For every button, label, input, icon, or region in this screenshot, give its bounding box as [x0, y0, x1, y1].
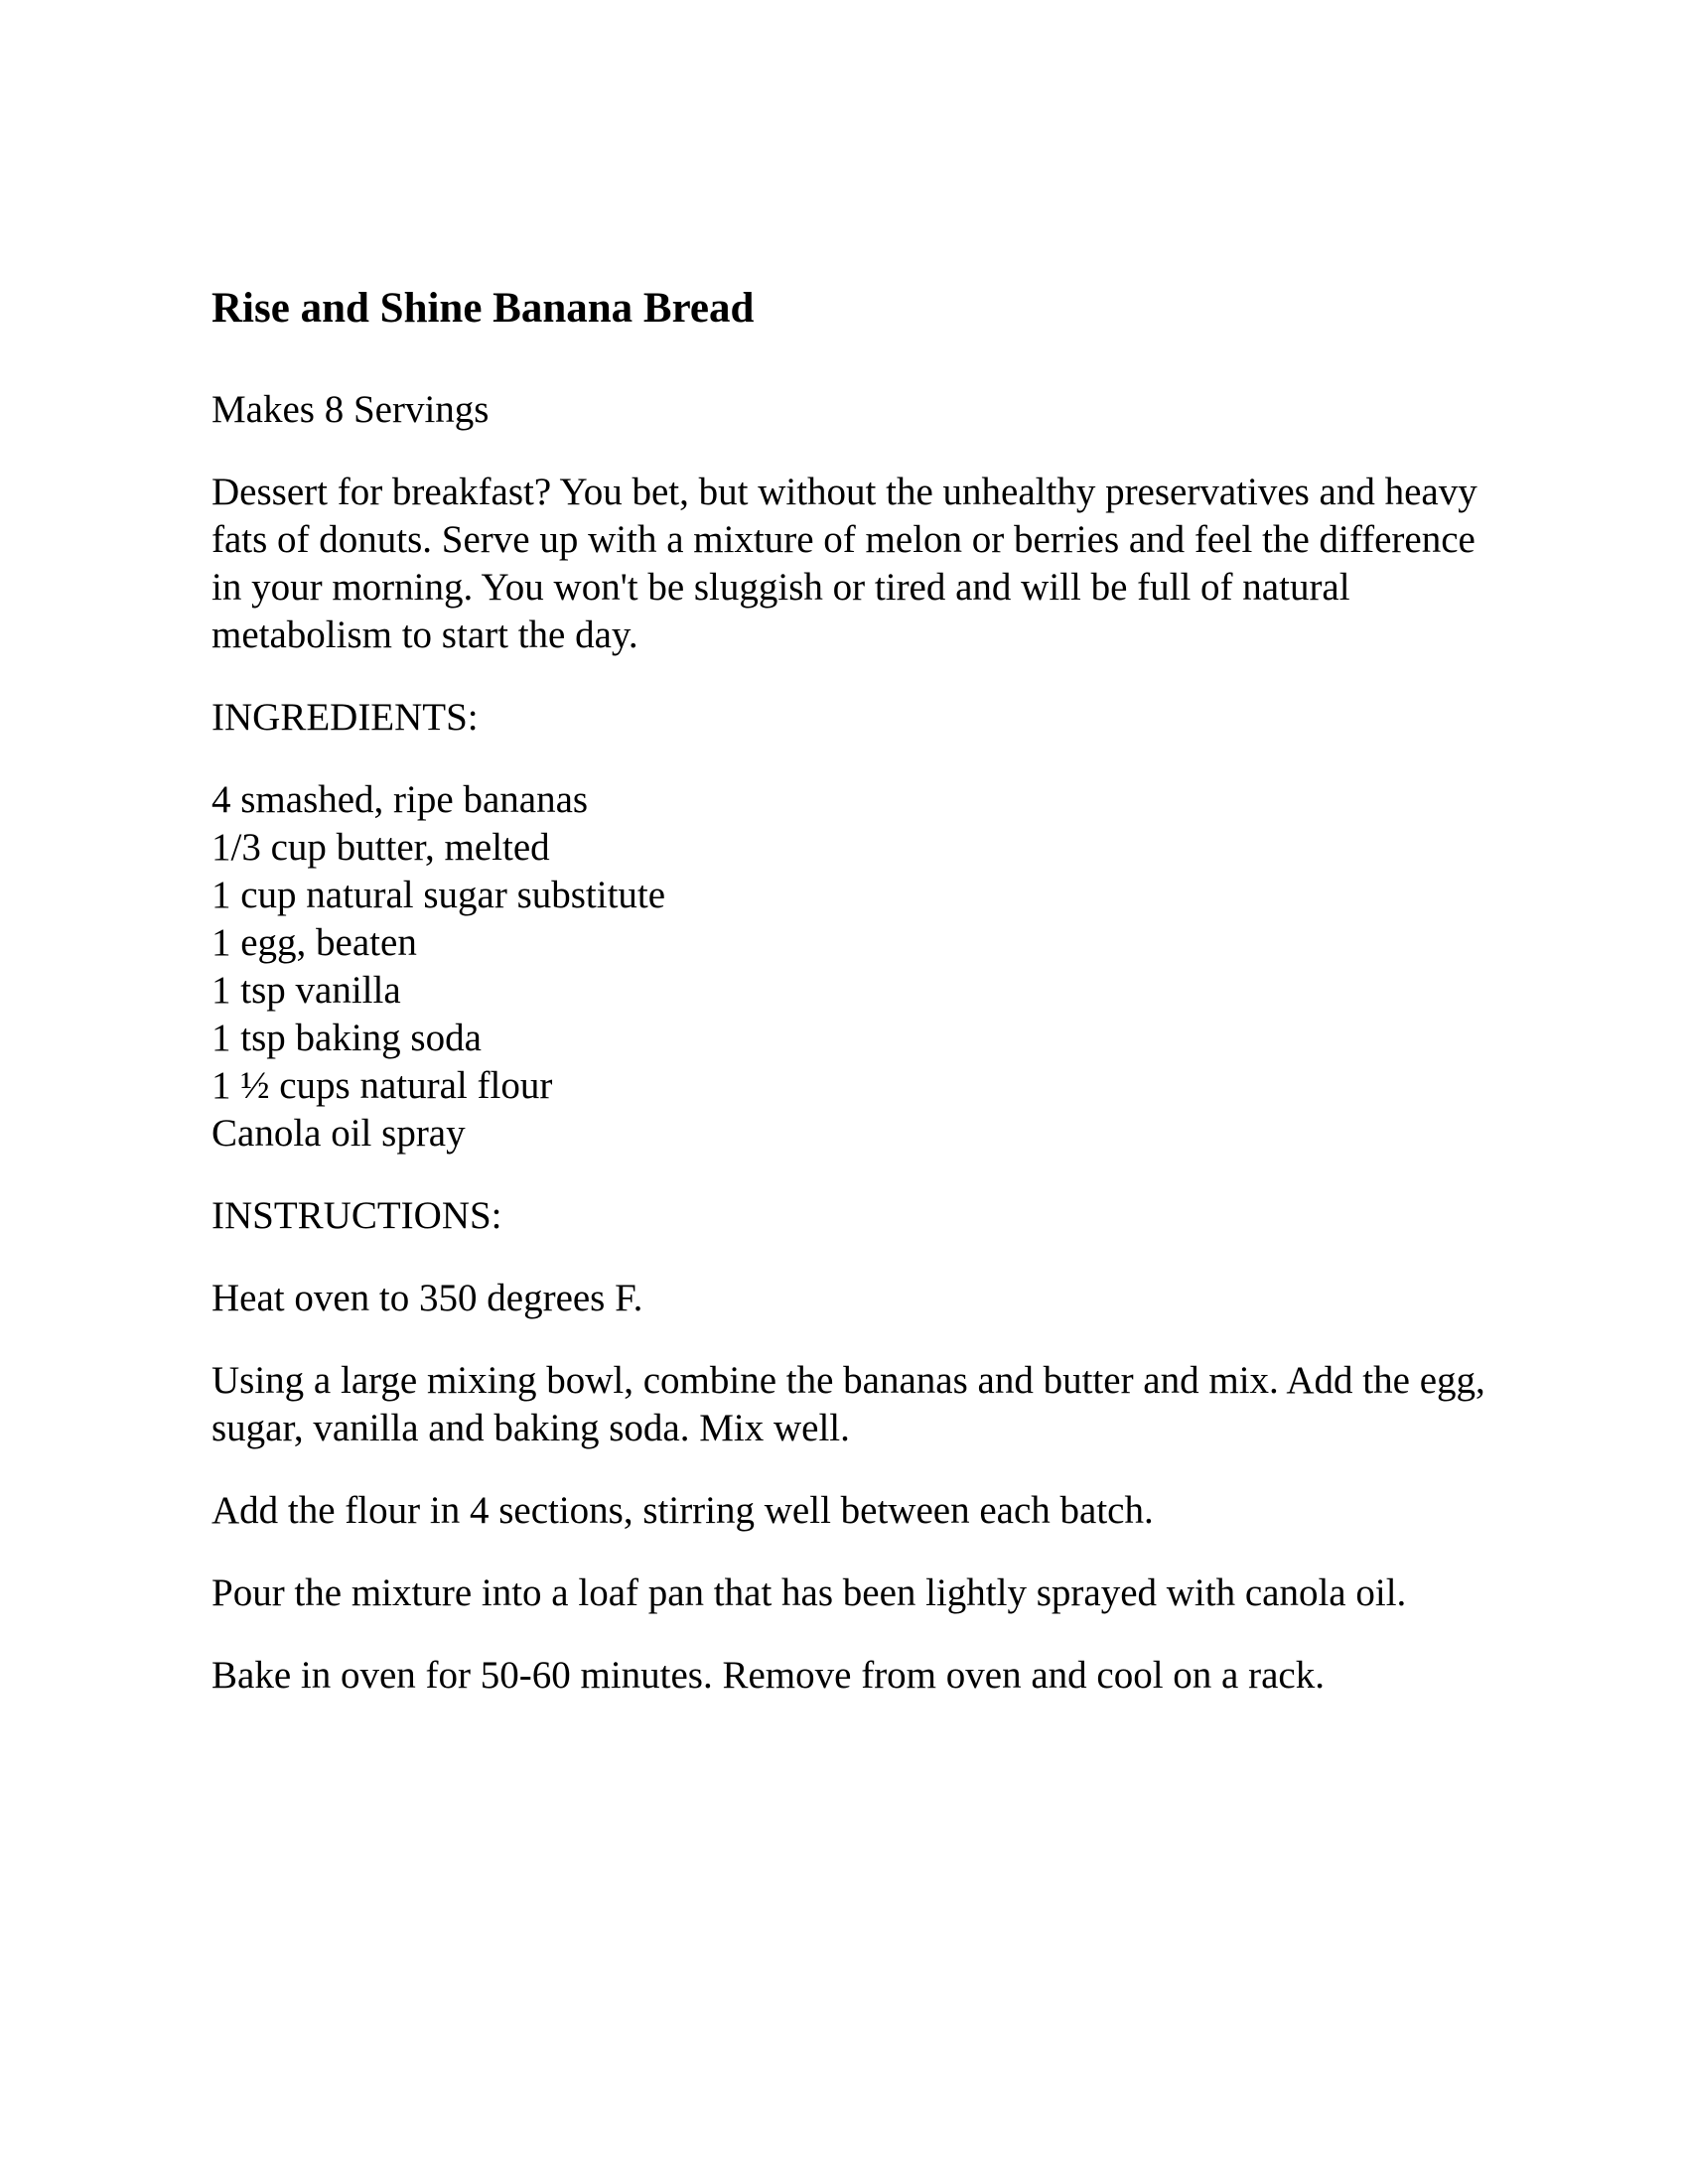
servings-text: Makes 8 Servings: [211, 387, 490, 431]
recipe-description: Dessert for breakfast? You bet, but without the unhealthy preservatives and heavy fats of donuts. Serve up with a mixture of melon or berries and feel the difference in your morning. You won't be sluggish or tired and will be full of natural metabolism to start the day.: [211, 470, 1477, 656]
instruction-step: Bake in oven for 50-60 minutes. Remove from oven and cool on a rack.: [211, 1653, 1325, 1697]
ingredient-item: 1 ½ cups natural flour: [211, 1063, 553, 1107]
instruction-step: Using a large mixing bowl, combine the bananas and butter and mix. Add the egg, sugar, vanilla and baking soda. Mix well.: [211, 1358, 1485, 1449]
ingredients-heading: INGREDIENTS:: [211, 695, 479, 739]
ingredient-item: 1/3 cup butter, melted: [211, 825, 550, 869]
instruction-step: Heat oven to 350 degrees F.: [211, 1276, 643, 1319]
ingredients-list: [211, 776, 1492, 1158]
recipe-content: [211, 283, 1492, 1734]
ingredient-item: Canola oil spray: [211, 1111, 466, 1155]
ingredient-item: 1 tsp baking soda: [211, 1016, 482, 1059]
instructions-heading: INSTRUCTIONS:: [211, 1193, 502, 1237]
ingredient-item: 1 cup natural sugar substitute: [211, 873, 666, 916]
ingredient-item: 1 egg, beaten: [211, 920, 417, 964]
instruction-step: Pour the mixture into a loaf pan that has been lightly sprayed with canola oil.: [211, 1570, 1407, 1614]
ingredient-item: 4 smashed, ripe bananas: [211, 777, 589, 821]
ingredient-item: 1 tsp vanilla: [211, 968, 401, 1012]
instruction-step: Add the flour in 4 sections, stirring well between each batch.: [211, 1488, 1154, 1532]
recipe-title: Rise and Shine Banana Bread: [211, 285, 755, 332]
